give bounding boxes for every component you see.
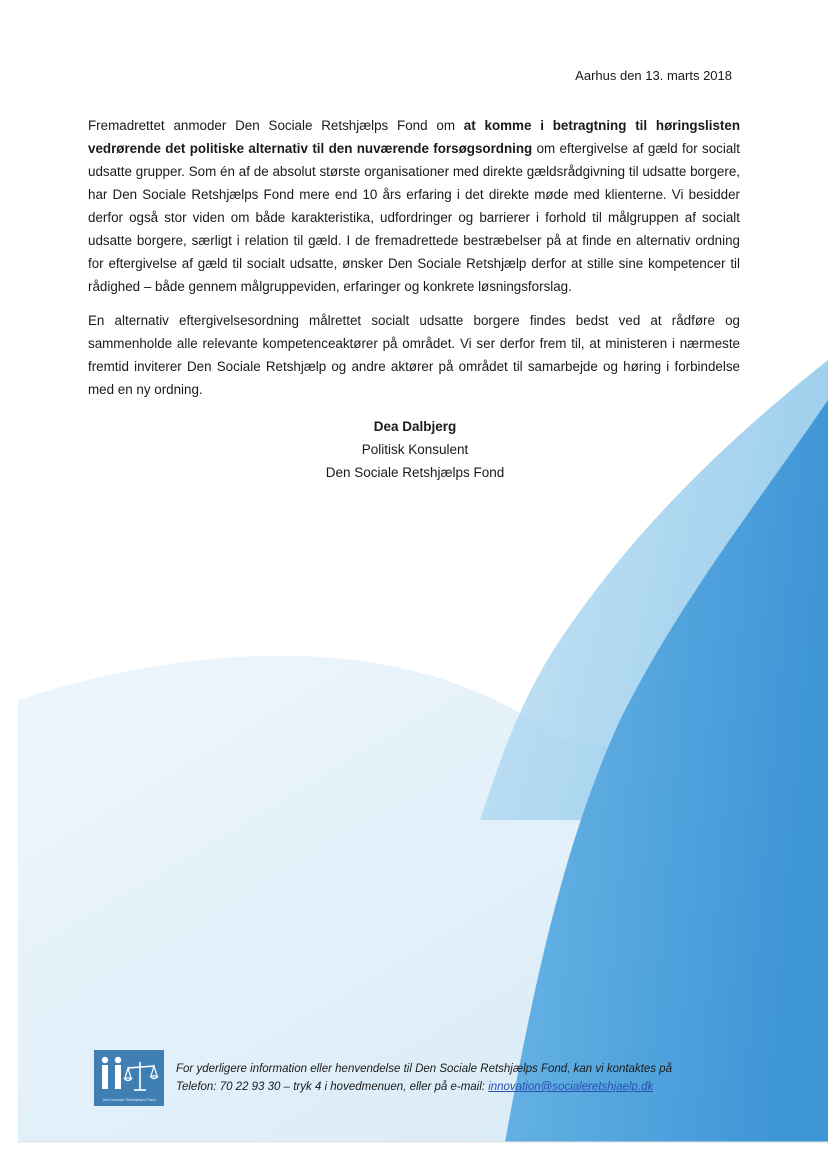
scales-logo-icon — [94, 1050, 164, 1106]
signature-title: Politisk Konsulent — [361, 442, 469, 457]
footer-phone-text: Telefon: 70 22 93 30 – tryk 4 i hovedmenuen, eller på e-mail: — [176, 1081, 489, 1093]
paragraph-1-intro: Fremadrettet anmoder Den Sociale Retshjælps Fond om — [88, 118, 464, 133]
logo-caption: Den Sociale Retshjælps Fond — [102, 1097, 156, 1102]
paragraph-2: En alternativ eftergivelsesordning målrettet socialt udsatte borgere findes bedst ved at rådføre og sammenholde alle relevante kompetenceaktører på området. Vi ser derfor frem til, at ministeren i nærmeste fremtid inviterer Den Sociale Retshjælp og andre aktører på området til samarbejde og høring i forbindelse med en ny ordning. — [88, 313, 740, 397]
signature-organization: Den Sociale Retshjælps Fond — [325, 465, 505, 480]
signature-block — [250, 415, 580, 484]
email-link[interactable]: innovation@socialeretshjaelp.dk — [488, 1081, 654, 1093]
footer-line-1: For yderligere information eller henvendelse til Den Sociale Retshjælps Fond, kan vi kontaktes på — [176, 1063, 673, 1075]
letter-date: Aarhus den 13. marts 2018 — [575, 68, 732, 83]
paragraph-1-rest: om eftergivelse af gæld for socialt udsatte grupper. Som én af de absolut største organisationer med direkte gældsrådgivning til udsatte borgere, har Den Sociale Retshjælps Fond mere end 10 års erfaring i det direkte møde med klienterne. Vi besidder derfor også stor viden om både karakteristika, udfordringer og barrierer i forhold til målgruppen af socialt udsatte borgere, særligt i relation til gæld. I de fremadrettede bestræbelser på at finde en alternativ ordning for eftergivelse af gæld til socialt udsatte, ønsker Den Sociale Retshjælp derfor at stille sine kompetencer til rådighed – både gennem målgruppeviden, erfaringer og konkrete løsningsforslag. — [88, 141, 740, 294]
footer-line-2 — [176, 1078, 676, 1096]
paragraph-1-bold: at komme i betragtning til høringslisten vedrørende det politiske alternativ til den nuværende forsøgsordning — [88, 118, 740, 156]
signature-name: Dea Dalbjerg — [373, 419, 457, 434]
paragraph-1 — [88, 114, 740, 298]
organization-logo — [94, 1050, 164, 1106]
letter-body — [88, 114, 740, 412]
footer-band — [0, 1142, 828, 1169]
footer-contact — [176, 1060, 676, 1096]
